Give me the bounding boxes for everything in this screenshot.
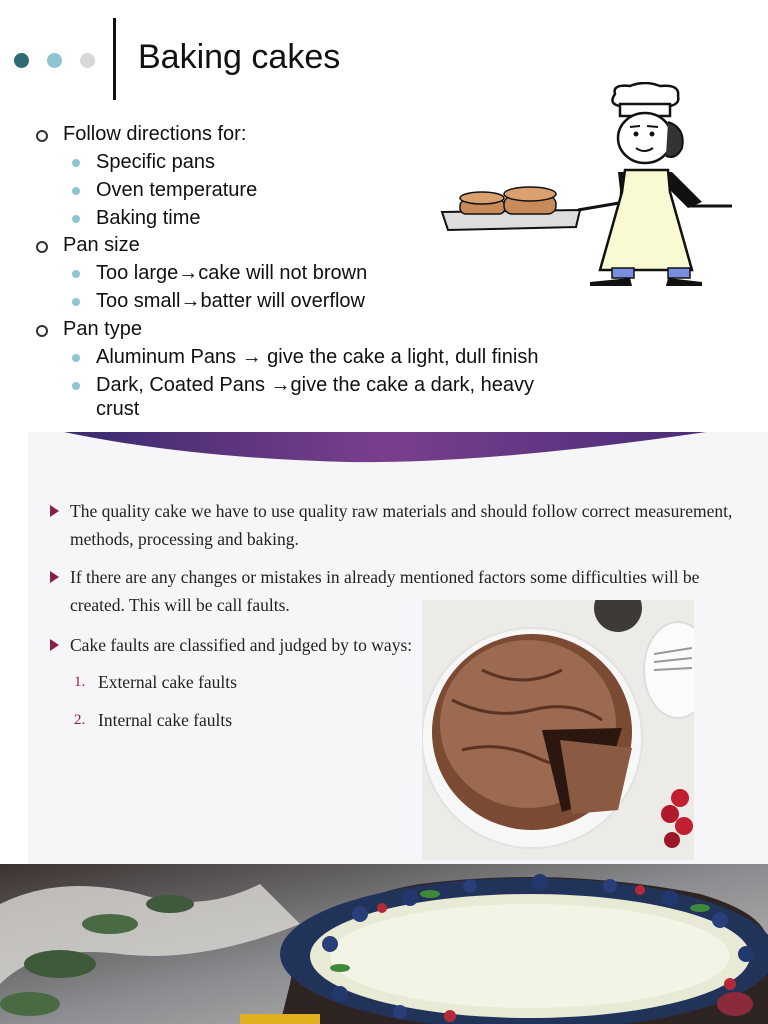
sub-bullet-text: Specific pans (96, 151, 215, 173)
sub-bullet-text-wrap: crust (96, 398, 140, 420)
bullet-text: If there are any changes or mistakes in already mentioned factors some difficulties will be (70, 567, 700, 587)
decor-dot (80, 53, 95, 68)
numbered-item: Internal cake faults (98, 710, 233, 730)
slide-baking-cakes (0, 0, 768, 432)
bullet-text: Pan size (63, 234, 140, 256)
bullet-text-wrap: created. This will be call faults. (70, 595, 290, 615)
bullet-arrow (50, 571, 59, 583)
decor-dot (47, 53, 62, 68)
bullet-ring (36, 241, 48, 253)
sub-bullet-text: Too large→cake will not brown (96, 262, 368, 284)
sub-bullet-dot (72, 187, 80, 195)
sub-bullet-dot (72, 159, 80, 167)
bullet-text: Cake faults are classified and judged by to ways: (70, 635, 413, 655)
sub-bullet-text: Oven temperature (96, 179, 258, 201)
sub-bullet-dot (72, 298, 80, 306)
bullet-ring (36, 130, 48, 142)
bullet-text: Follow directions for: (63, 123, 247, 145)
baker-with-tray-icon (440, 82, 740, 292)
bullet-text-wrap: methods, processing and baking. (70, 529, 299, 549)
header-swoosh (28, 432, 768, 472)
bullet-text: The quality cake we have to use quality raw materials and should follow correct measurement, (70, 501, 733, 521)
sub-bullet-dot (72, 215, 80, 223)
sub-bullet-dot (72, 382, 80, 390)
numbered-item: External cake faults (98, 672, 237, 692)
bullet-arrow (50, 505, 59, 517)
sub-bullet-dot (72, 270, 80, 278)
berry-topped-cheesecake-photo (0, 864, 768, 1024)
bullet-arrow (50, 639, 59, 651)
sub-bullet-text: Aluminum Pans → give the cake a light, dull finish (96, 346, 539, 368)
list-number: 1. (74, 674, 86, 690)
sub-bullet-text: Baking time (96, 207, 201, 229)
list-number: 2. (74, 712, 86, 728)
slide-cake-faults (28, 432, 768, 864)
sub-bullet-dot (72, 354, 80, 362)
slide-title: Baking cakes (138, 38, 341, 76)
title-divider (113, 18, 116, 100)
sub-bullet-text: Dark, Coated Pans →give the cake a dark, heavy (96, 374, 535, 396)
decor-dot (14, 53, 29, 68)
cracked-chocolate-cake-photo (422, 600, 694, 860)
sub-bullet-text: Too small→batter will overflow (96, 290, 365, 312)
bullet-text: Pan type (63, 318, 142, 340)
bullet-ring (36, 325, 48, 337)
